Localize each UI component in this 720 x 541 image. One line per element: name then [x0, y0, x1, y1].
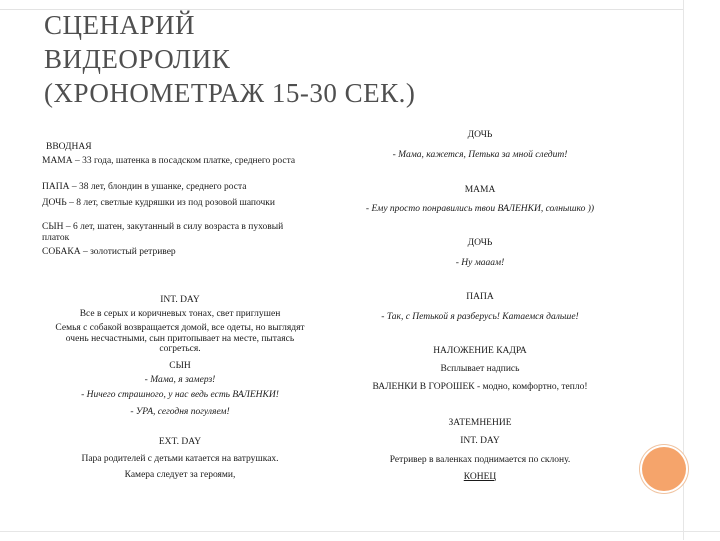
title-line-1: СЦЕНАРИЙ	[44, 10, 196, 40]
character-mama: МАМА – 33 года, шатенка в посадском платке, среднего роста	[42, 156, 296, 166]
scene2-line: Пара родителей с детьми катается на ватрушках.	[81, 454, 279, 464]
character-son: СЫН – 6 лет, шатен, закутанный в силу возраста в пуховый платок	[42, 222, 284, 243]
right-line: ПАПА	[466, 292, 494, 302]
character-daughter: ДОЧЬ – 8 лет, светлые кудряшки из под розовой шапочки	[42, 198, 276, 208]
right-line: ДОЧЬ	[467, 238, 493, 248]
right-line: Ретривер в валенках поднимается по склону.	[389, 455, 571, 465]
right-line: ВАЛЕНКИ В ГОРОШЕК - модно, комфортно, тепло!	[372, 382, 588, 392]
right-line: - Мама, кажется, Петька за мной следит!	[392, 150, 568, 160]
title-line-3: (ХРОНОМЕТРАЖ 15-30 СЕК.)	[44, 78, 416, 108]
title-line-2: ВИДЕОРОЛИК	[44, 44, 231, 74]
scene1-line: - Мама, я замерз!	[144, 375, 216, 385]
right-line: ЗАТЕМНЕНИЕ	[448, 418, 512, 428]
slide-frame-right	[683, 0, 720, 540]
scene1-line: - УРА, сегодня погуляем!	[130, 407, 230, 417]
scene1-line: Семья с собакой возвращается домой, все одеты, но выглядят очень несчастными, сын притопывает на месте, пытаясь согреться.	[55, 323, 305, 354]
decorative-circle	[642, 447, 686, 491]
character-dog: СОБАКА – золотистый ретривер	[42, 247, 176, 257]
right-line: Всплывает надпись	[440, 364, 520, 374]
scene1-line: СЫН	[169, 361, 191, 371]
right-line: INT. DAY	[460, 436, 500, 446]
scene2-line: Камера следует за героями,	[124, 470, 236, 480]
scene1-line: - Ничего страшного, у нас ведь есть ВАЛЕНКИ!	[81, 390, 279, 400]
right-line: - Ну мааам!	[455, 258, 505, 268]
right-line: МАМА	[464, 185, 496, 195]
slide-title	[44, 8, 644, 110]
scene1-line: Все в серых и коричневых тонах, свет приглушен	[79, 309, 281, 319]
right-line-end: КОНЕЦ	[463, 472, 497, 482]
scene1-heading: INT. DAY	[160, 295, 200, 305]
character-papa: ПАПА – 38 лет, блондин в ушанке, среднего роста	[42, 182, 247, 192]
intro-heading: ВВОДНАЯ	[46, 142, 92, 152]
scene2-heading: EXT. DAY	[158, 437, 202, 447]
right-line: - Ему просто понравились твои ВАЛЕНКИ, солнышко ))	[365, 204, 595, 214]
right-line: - Так, с Петькой я разберусь! Катаемся дальше!	[381, 312, 579, 322]
right-line: НАЛОЖЕНИЕ КАДРА	[433, 346, 527, 356]
right-line: ДОЧЬ	[467, 130, 493, 140]
